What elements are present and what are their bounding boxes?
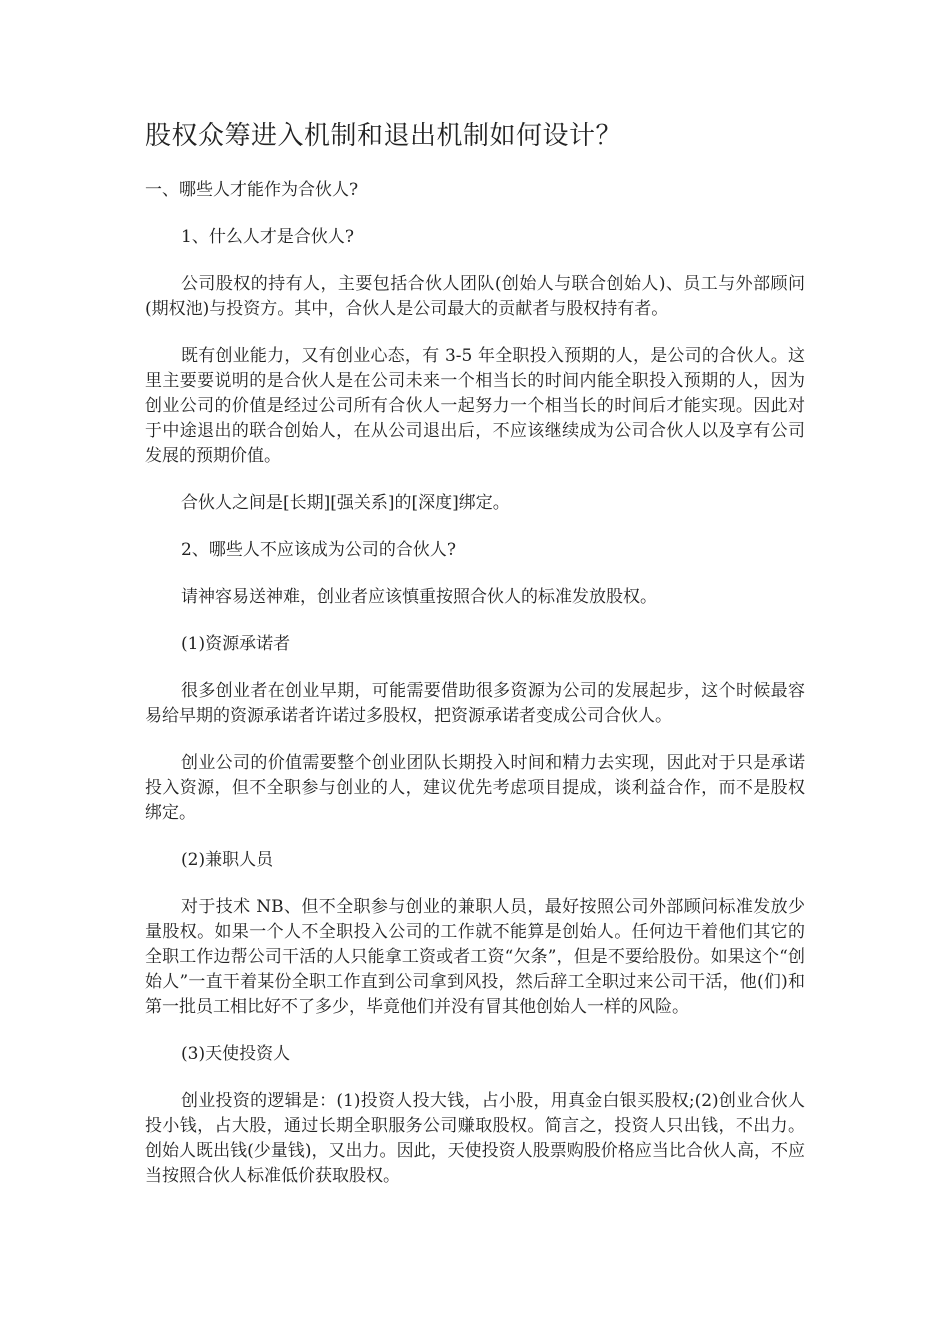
page-title: 股权众筹进入机制和退出机制如何设计？ (145, 121, 623, 151)
subsection-heading: (2)兼职人员 (181, 850, 274, 870)
paragraph: 很多创业者在创业早期，可能需要借助很多资源为公司的发展起步，这个时候最容易给早期的资源承诺者许诺过多股权，把资源承诺者变成公司合伙人。 (145, 681, 805, 726)
paragraph: 既有创业能力，又有创业心态，有 3-5 年全职投入预期的人，是公司的合伙人。这里主要要说明的是合伙人是在公司未来一个相当长的时间内能全职投入预期的人，因为创业公司的价值是经过公司所有合伙人一起努力一个相当长的时间后才能实现。因此对于中途退出的联合创始人，在从公司退出后，不应该继续成为公司合伙人以及享有公司发展的预期价值。 (145, 346, 805, 466)
document-body (145, 178, 805, 1189)
subsection-heading: (1)资源承诺者 (181, 634, 291, 654)
paragraph: 合伙人之间是[长期][强关系]的[深度]绑定。 (181, 493, 510, 513)
paragraph: 请神容易送神难，创业者应该慎重按照合伙人的标准发放股权。 (181, 587, 657, 607)
paragraph: 对于技术 NB、但不全职参与创业的兼职人员，最好按照公司外部顾问标准发放少量股权。如果一个人不全职投入公司的工作就不能算是创始人。任何边干着他们其它的全职工作边帮公司干活的人只能拿工资或者工资“欠条”，但是不要给股份。如果这个“创始人”一直干着某份全职工作直到公司拿到风投，然后辞工全职过来公司干活，他(们)和第一批员工相比好不了多少，毕竟他们并没有冒其他创始人一样的风险。 (145, 897, 805, 1017)
subsection-heading: (3)天使投资人 (181, 1044, 291, 1064)
paragraph: 创业投资的逻辑是：(1)投资人投大钱，占小股，用真金白银买股权;(2)创业合伙人投小钱，占大股，通过长期全职服务公司赚取股权。简言之，投资人只出钱，不出力。创始人既出钱(少量钱)，又出力。因此，天使投资人股票购股价格应当比合伙人高，不应当按照合伙人标准低价获取股权。 (145, 1091, 805, 1186)
document-page (145, 116, 805, 1211)
paragraph: 公司股权的持有人，主要包括合伙人团队(创始人与联合创始人)、员工与外部顾问(期权池)与投资方。其中，合伙人是公司最大的贡献者与股权持有者。 (145, 274, 805, 319)
paragraph: 创业公司的价值需要整个创业团队长期投入时间和精力去实现，因此对于只是承诺投入资源，但不全职参与创业的人，建议优先考虑项目提成，谈利益合作，而不是股权绑定。 (145, 753, 805, 823)
subsection-heading: 2、哪些人不应该成为公司的合伙人? (181, 540, 456, 560)
section-heading: 一、哪些人才能作为合伙人? (145, 180, 359, 200)
subsection-heading: 1、什么人才是合伙人? (181, 227, 354, 247)
